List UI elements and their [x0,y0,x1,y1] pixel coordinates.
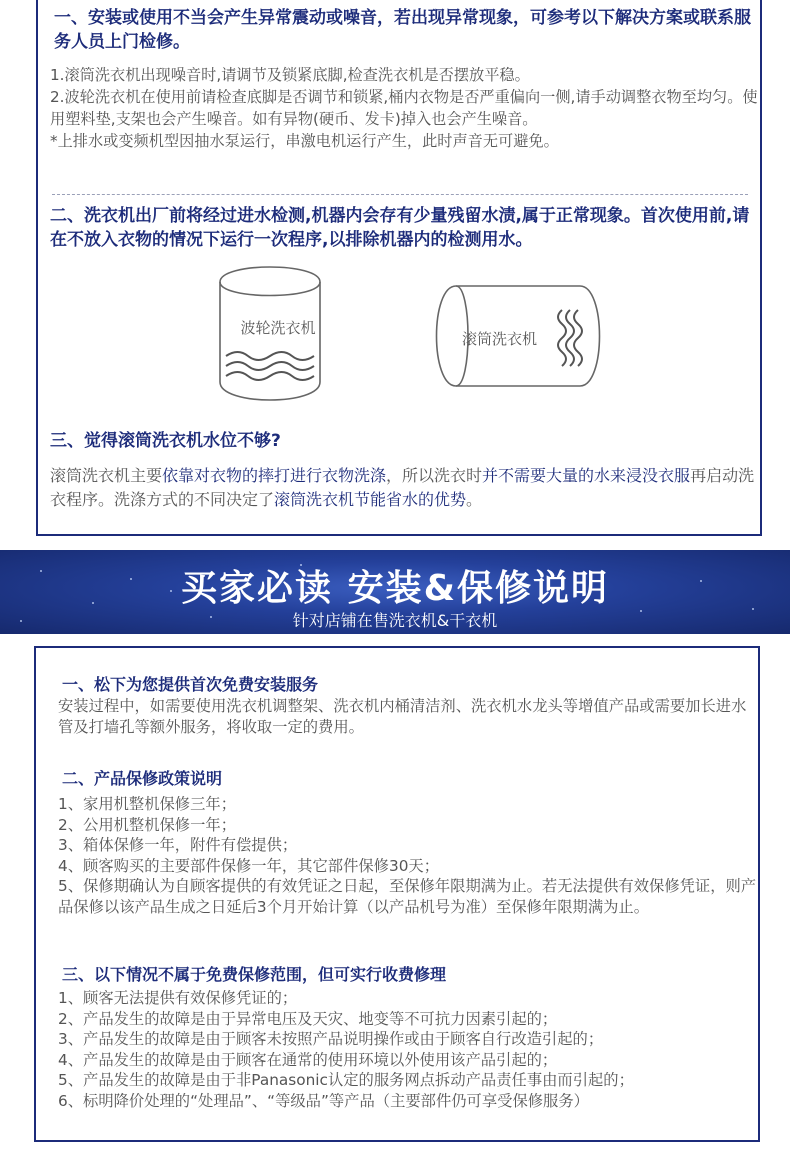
install-service-title: 一、松下为您提供首次免费安装服务 [62,675,319,694]
exclusion-item-3: 3、产品发生的故障是由于顾客未按照产品说明操作或由于顾客自行改造引起的； [58,1030,604,1048]
noise-item-3: *上排水或变频机型因抽水泵运行，串激电机运行产生，此时声音无可避免。 [50,132,559,150]
warranty-item-5: 5、保修期确认为自顾客提供的有效凭证之日起，至保修年限期满为止。若无法提供有效保修凭证，则产品保修以该产品生成之日延后3个月开始计算（以产品机号为准）至保修年限期满为止。 [58,877,757,916]
warranty-policy-title: 二、产品保修政策说明 [62,769,223,788]
noise-section-title: 一、安装或使用不当会产生异常震动或噪音，若出现异常现象，可参考以下解决方案或联系服务人员上门检修。 [54,8,751,52]
paid-repair-list [58,988,758,1111]
install-service-body: 安装过程中，如需要使用洗衣机调整架、洗衣机内桶清洁剂、洗衣机水龙头等增值产品或需要加长进水管及打墙孔等额外服务，将收取一定的费用。 [58,697,747,736]
banner-title: 买家必读 安装&保修说明 [181,568,609,609]
water-level-text-c: ，所以洗衣时 [386,466,483,485]
water-level-text-a: 滚筒洗衣机主要 [50,466,163,485]
water-level-highlight-3: 滚筒洗衣机节能省水的优势 [274,490,467,509]
warranty-policy-list [58,794,758,917]
exclusion-item-2: 2、产品发生的故障是由于异常电压及天灾、地变等不可抗力因素引起的； [58,1009,558,1028]
paid-repair-title: 三、以下情况不属于免费保修范围，但可实行收费修理 [62,965,447,984]
noise-item-1: 1.滚筒洗衣机出现噪音时,请调节及锁紧底脚,检查洗衣机是否摆放平稳。 [50,66,530,84]
warranty-item-1: 1、家用机整机保修三年； [58,795,236,813]
water-level-title: 三、觉得滚筒洗衣机水位不够? [50,431,281,451]
noise-item-2: 2.波轮洗衣机在使用前请检查底脚是否调节和锁紧,桶内衣物是否严重偏向一侧,请手动调整衣物至均匀。使用塑料垫,支架也会产生噪音。如有异物(硬币、发卡)掉入也会产生噪音。 [50,88,758,128]
warranty-item-3: 3、箱体保修一年，附件有偿提供； [58,836,298,854]
water-level-highlight-1: 依靠对衣物的摔打进行衣物洗涤 [162,466,387,485]
warranty-item-4: 4、顾客购买的主要部件保修一年，其它部件保修30天； [58,856,440,875]
warranty-item-2: 2、公用机整机保修一年； [58,815,236,834]
buyer-notice-banner [0,550,790,634]
washer-notes-panel [36,0,762,536]
water-level-text-g: 。 [466,490,483,509]
drum-washer-label: 滚筒洗衣机 [462,330,538,348]
section-divider [52,194,748,195]
pulsator-washer-label: 波轮洗衣机 [240,319,316,337]
exclusion-item-5: 5、产品发生的故障是由于非Panasonic认定的服务网点拆动产品责任事由而引起的； [58,1071,634,1089]
residual-water-title: 二、洗衣机出厂前将经过进水检测,机器内会存有少量残留水渍,属于正常现象。首次使用前,请在不放入衣物的情况下运行一次程序,以排除机器内的检测用水。 [50,206,750,250]
water-level-body [50,464,758,512]
exclusion-item-6: 6、标明降价处理的“处理品”、“等级品”等产品（主要部件仍可享受保修服务） [58,1091,589,1110]
exclusion-item-4: 4、产品发生的故障是由于顾客在通常的使用环境以外使用该产品引起的； [58,1050,558,1069]
exclusion-item-1: 1、顾客无法提供有效保修凭证的； [58,989,298,1007]
banner-subtitle: 针对店铺在售洗衣机&干衣机 [292,611,498,630]
water-level-highlight-2: 并不需要大量的水来浸没衣服 [482,466,691,485]
noise-section-list [50,64,758,152]
service-policy-panel [34,646,760,1142]
water-level-text-e: 再启动洗衣程序。洗涤方式的不同决定了 [50,466,755,509]
